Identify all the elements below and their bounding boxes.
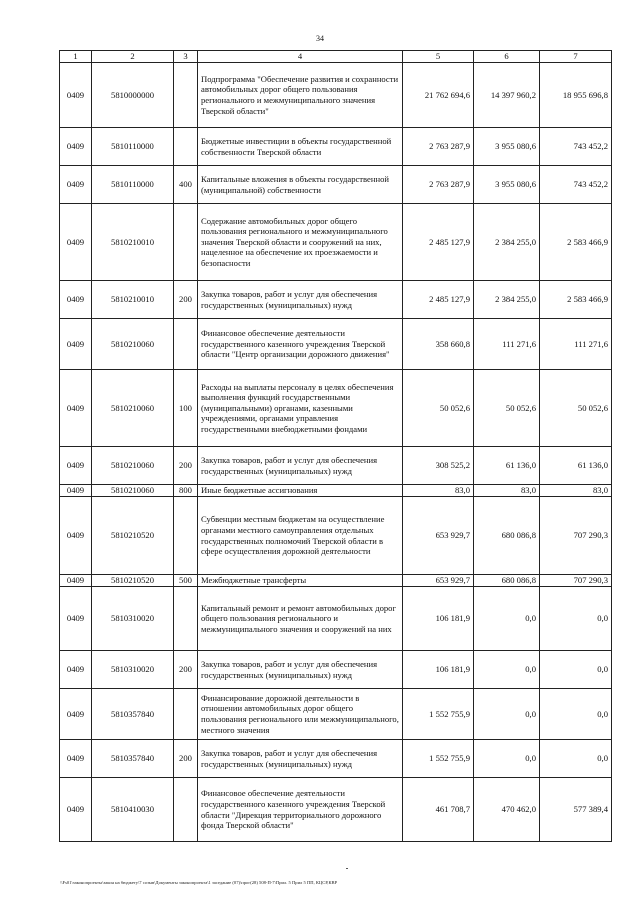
amount-year3-cell: 18 955 696,8: [540, 63, 612, 128]
name-cell: Закупка товаров, работ и услуг для обеспечения государственных (муниципальных) нужд: [198, 281, 403, 319]
target-code-cell: 5810210060: [92, 370, 174, 447]
amount-year3-cell: 0,0: [540, 587, 612, 651]
amount-year2-cell: 3 955 080,6: [474, 166, 540, 204]
table-row: [60, 740, 612, 778]
amount-year1-cell: 2 763 287,9: [403, 128, 474, 166]
target-code-cell: 5810210520: [92, 497, 174, 575]
section-cell: 0409: [60, 63, 92, 128]
amount-year2-cell: 0,0: [474, 587, 540, 651]
section-cell: 0409: [60, 128, 92, 166]
target-code-cell: 5810210060: [92, 485, 174, 497]
table-row: [60, 651, 612, 689]
expense-type-cell: [174, 319, 198, 370]
header-cell: 7: [540, 51, 612, 63]
target-code-cell: 5810310020: [92, 587, 174, 651]
amount-year3-cell: 0,0: [540, 651, 612, 689]
target-code-cell: 5810410030: [92, 778, 174, 842]
amount-year3-cell: 2 583 466,9: [540, 204, 612, 281]
amount-year1-cell: 461 708,7: [403, 778, 474, 842]
name-cell: Закупка товаров, работ и услуг для обеспечения государственных (муниципальных) нужд: [198, 447, 403, 485]
name-cell: Капитальный ремонт и ремонт автомобильных дорог общего пользования регионального и межмуниципального значения и сооружений на них: [198, 587, 403, 651]
amount-year1-cell: 1 552 755,9: [403, 740, 474, 778]
table-row: [60, 689, 612, 740]
name-cell: Финансовое обеспечение деятельности государственного казенного учреждения Тверской области "Центр организации дорожного движения": [198, 319, 403, 370]
amount-year3-cell: 707 290,3: [540, 575, 612, 587]
expense-type-cell: 400: [174, 166, 198, 204]
amount-year2-cell: 111 271,6: [474, 319, 540, 370]
table-row: [60, 778, 612, 842]
target-code-cell: 5810210520: [92, 575, 174, 587]
table-row: [60, 63, 612, 128]
section-cell: 0409: [60, 204, 92, 281]
name-cell: Финансирование дорожной деятельности в отношении автомобильных дорог общего пользования регионального или межмуниципального, местного значения: [198, 689, 403, 740]
amount-year1-cell: 83,0: [403, 485, 474, 497]
amount-year1-cell: 308 525,2: [403, 447, 474, 485]
section-cell: 0409: [60, 370, 92, 447]
name-cell: Содержание автомобильных дорог общего пользования регионального и межмуниципального значения Тверской области и сооружений на них, нацеленное на обеспечение их проезжаемости и безопасности: [198, 204, 403, 281]
amount-year2-cell: 0,0: [474, 740, 540, 778]
name-cell: Финансовое обеспечение деятельности государственного казенного учреждения Тверской области "Дирекция территориального дорожного фонда Тверской области": [198, 778, 403, 842]
name-cell: Межбюджетные трансферты: [198, 575, 403, 587]
amount-year1-cell: 106 181,9: [403, 651, 474, 689]
amount-year1-cell: 50 052,6: [403, 370, 474, 447]
amount-year2-cell: 680 086,8: [474, 497, 540, 575]
table-row: [60, 575, 612, 587]
table-row: [60, 128, 612, 166]
amount-year3-cell: 743 452,2: [540, 166, 612, 204]
amount-year3-cell: 0,0: [540, 689, 612, 740]
name-cell: Подпрограмма "Обеспечение развития и сохранности автомобильных дорог общего пользования регионального и межмуниципального значения Тверской области": [198, 63, 403, 128]
header-cell: 3: [174, 51, 198, 63]
amount-year2-cell: 680 086,8: [474, 575, 540, 587]
amount-year2-cell: 14 397 960,2: [474, 63, 540, 128]
amount-year1-cell: 358 660,8: [403, 319, 474, 370]
section-cell: 0409: [60, 319, 92, 370]
target-code-cell: 5810357840: [92, 740, 174, 778]
expense-type-cell: [174, 778, 198, 842]
amount-year1-cell: 106 181,9: [403, 587, 474, 651]
expense-type-cell: 200: [174, 447, 198, 485]
amount-year2-cell: 470 462,0: [474, 778, 540, 842]
target-code-cell: 5810110000: [92, 128, 174, 166]
budget-table: [59, 50, 612, 842]
amount-year2-cell: 61 136,0: [474, 447, 540, 485]
target-code-cell: 5810000000: [92, 63, 174, 128]
amount-year2-cell: 2 384 255,0: [474, 204, 540, 281]
amount-year3-cell: 111 271,6: [540, 319, 612, 370]
name-cell: Закупка товаров, работ и услуг для обеспечения государственных (муниципальных) нужд: [198, 651, 403, 689]
scan-mark: [346, 868, 348, 869]
header-cell: 4: [198, 51, 403, 63]
expense-type-cell: [174, 689, 198, 740]
expense-type-cell: 200: [174, 651, 198, 689]
header-cell: 2: [92, 51, 174, 63]
table-row: [60, 319, 612, 370]
amount-year3-cell: 83,0: [540, 485, 612, 497]
amount-year3-cell: 0,0: [540, 740, 612, 778]
section-cell: 0409: [60, 485, 92, 497]
table-row: [60, 587, 612, 651]
amount-year2-cell: 2 384 255,0: [474, 281, 540, 319]
amount-year2-cell: 3 955 080,6: [474, 128, 540, 166]
amount-year1-cell: 1 552 755,9: [403, 689, 474, 740]
section-cell: 0409: [60, 447, 92, 485]
table-row: [60, 281, 612, 319]
header-cell: 1: [60, 51, 92, 63]
amount-year2-cell: 0,0: [474, 689, 540, 740]
amount-year1-cell: 2 763 287,9: [403, 166, 474, 204]
expense-type-cell: [174, 497, 198, 575]
table-row: [60, 370, 612, 447]
target-code-cell: 5810310020: [92, 651, 174, 689]
name-cell: Бюджетные инвестиции в объекты государственной собственности Тверской области: [198, 128, 403, 166]
amount-year2-cell: 83,0: [474, 485, 540, 497]
section-cell: 0409: [60, 778, 92, 842]
amount-year1-cell: 653 929,7: [403, 497, 474, 575]
section-cell: 0409: [60, 166, 92, 204]
page-number: 34: [316, 34, 324, 43]
expense-type-cell: 800: [174, 485, 198, 497]
expense-type-cell: [174, 204, 198, 281]
footer-file-path: \\Fs01\законопроекты\закон на бюджету\7 созыв\Документы законопроекта\1 заседание (07)\прог(28) 508-П-7\Прил. 5 Прил 5 ПП, КЦСР,КВР: [60, 880, 338, 885]
expense-type-cell: 200: [174, 281, 198, 319]
expense-type-cell: [174, 128, 198, 166]
header-cell: 5: [403, 51, 474, 63]
amount-year2-cell: 50 052,6: [474, 370, 540, 447]
target-code-cell: 5810210060: [92, 447, 174, 485]
target-code-cell: 5810210010: [92, 281, 174, 319]
target-code-cell: 5810210060: [92, 319, 174, 370]
amount-year1-cell: 2 485 127,9: [403, 281, 474, 319]
amount-year3-cell: 577 389,4: [540, 778, 612, 842]
expense-type-cell: 500: [174, 575, 198, 587]
amount-year3-cell: 707 290,3: [540, 497, 612, 575]
expense-type-cell: [174, 63, 198, 128]
name-cell: Расходы на выплаты персоналу в целях обеспечения выполнения функций государственными (муниципальными) органами, казенными учреждениями, органами управления государственными внебюджетными фондами: [198, 370, 403, 447]
amount-year3-cell: 2 583 466,9: [540, 281, 612, 319]
section-cell: 0409: [60, 651, 92, 689]
amount-year1-cell: 2 485 127,9: [403, 204, 474, 281]
name-cell: Субвенции местным бюджетам на осуществление органами местного самоуправления отдельных государственных полномочий Тверской области в сфере осуществления дорожной деятельности: [198, 497, 403, 575]
table-row: [60, 485, 612, 497]
section-cell: 0409: [60, 281, 92, 319]
name-cell: Закупка товаров, работ и услуг для обеспечения государственных (муниципальных) нужд: [198, 740, 403, 778]
section-cell: 0409: [60, 740, 92, 778]
section-cell: 0409: [60, 497, 92, 575]
amount-year1-cell: 21 762 694,6: [403, 63, 474, 128]
header-cell: 6: [474, 51, 540, 63]
expense-type-cell: [174, 587, 198, 651]
table-row: [60, 447, 612, 485]
name-cell: Иные бюджетные ассигнования: [198, 485, 403, 497]
table-header-row: [60, 51, 612, 63]
expense-type-cell: 200: [174, 740, 198, 778]
section-cell: 0409: [60, 587, 92, 651]
section-cell: 0409: [60, 689, 92, 740]
section-cell: 0409: [60, 575, 92, 587]
amount-year3-cell: 61 136,0: [540, 447, 612, 485]
amount-year3-cell: 50 052,6: [540, 370, 612, 447]
table-row: [60, 166, 612, 204]
target-code-cell: 5810110000: [92, 166, 174, 204]
name-cell: Капитальные вложения в объекты государственной (муниципальной) собственности: [198, 166, 403, 204]
target-code-cell: 5810357840: [92, 689, 174, 740]
amount-year2-cell: 0,0: [474, 651, 540, 689]
target-code-cell: 5810210010: [92, 204, 174, 281]
table-row: [60, 497, 612, 575]
amount-year3-cell: 743 452,2: [540, 128, 612, 166]
expense-type-cell: 100: [174, 370, 198, 447]
amount-year1-cell: 653 929,7: [403, 575, 474, 587]
table-row: [60, 204, 612, 281]
